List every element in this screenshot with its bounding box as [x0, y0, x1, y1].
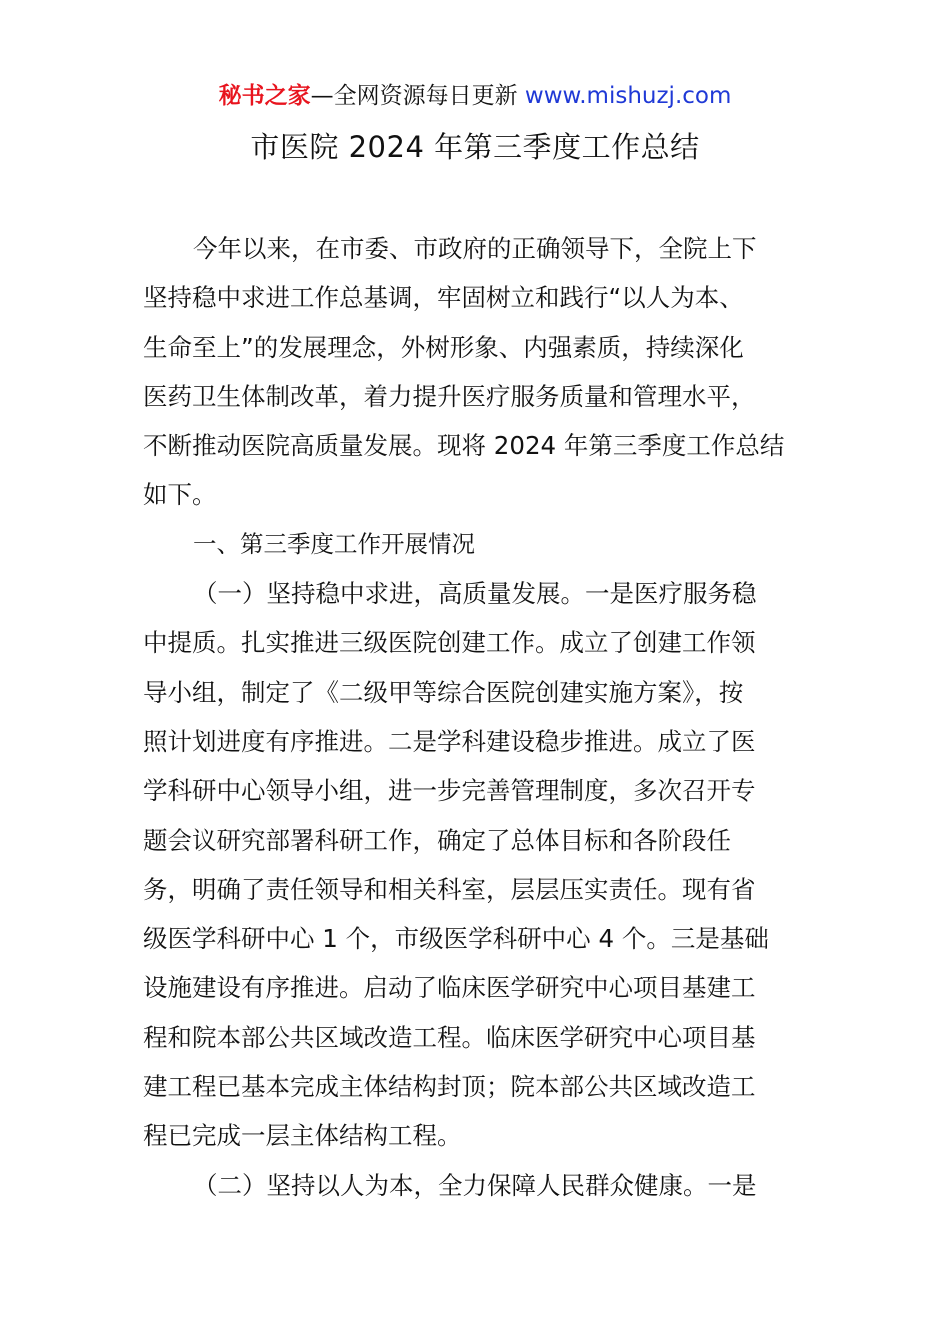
paragraph-line: 题会议研究部署科研工作，确定了总体目标和各阶段任: [143, 825, 731, 855]
paragraph-line: 坚持稳中求进工作总基调，牢固树立和践行“以人为本、: [143, 283, 744, 313]
paragraph-line: （二）坚持以人为本，全力保障人民群众健康。一是: [193, 1170, 757, 1200]
paragraph-line: 医药卫生体制改革，着力提升医疗服务质量和管理水平，: [143, 381, 756, 411]
section-heading: 一、第三季度工作开展情况: [193, 529, 475, 558]
paragraph-line: 程和院本部公共区域改造工程。临床医学研究中心项目基: [143, 1022, 756, 1052]
paragraph-line: 学科研中心领导小组，进一步完善管理制度，多次召开专: [143, 776, 756, 806]
document-title: 市医院 2024 年第三季度工作总结: [250, 130, 700, 164]
paragraph-line: 导小组，制定了《二级甲等综合医院创建实施方案》，按: [143, 677, 744, 707]
paragraph-line: 建工程已基本完成主体结构封顶；院本部公共区域改造工: [143, 1072, 756, 1102]
site-brand: 秘书之家: [218, 83, 311, 109]
paragraph-line: 不断推动医院高质量发展。现将 2024 年第三季度工作总结: [143, 431, 785, 461]
paragraph-line: 设施建设有序推进。启动了临床医学研究中心项目基建工: [143, 973, 756, 1003]
paragraph-line: 生命至上”的发展理念，外树形象、内强素质，持续深化: [143, 332, 744, 362]
site-tagline: —全网资源每日更新: [310, 83, 518, 109]
paragraph-line: 如下。: [143, 480, 217, 510]
paragraph-line: 照计划进度有序推进。二是学科建设稳步推进。成立了医: [143, 726, 756, 756]
paragraph-line: 务，明确了责任领导和相关科室，层层压实责任。现有省: [143, 874, 756, 904]
site-url-link[interactable]: www.mishuzj.com: [524, 83, 732, 109]
paragraph-line: 今年以来，在市委、市政府的正确领导下，全院上下: [193, 234, 757, 263]
paragraph-line: 程已完成一层主体结构工程。: [143, 1121, 462, 1151]
site-header-banner: [0, 80, 950, 112]
paragraph-line: （一）坚持稳中求进，高质量发展。一是医疗服务稳: [193, 579, 757, 609]
paragraph-line: 中提质。扎实推进三级医院创建工作。成立了创建工作领: [143, 628, 756, 658]
paragraph-line: 级医学科研中心 1 个，市级医学科研中心 4 个。三是基础: [143, 924, 769, 954]
document-body: [143, 224, 809, 1210]
